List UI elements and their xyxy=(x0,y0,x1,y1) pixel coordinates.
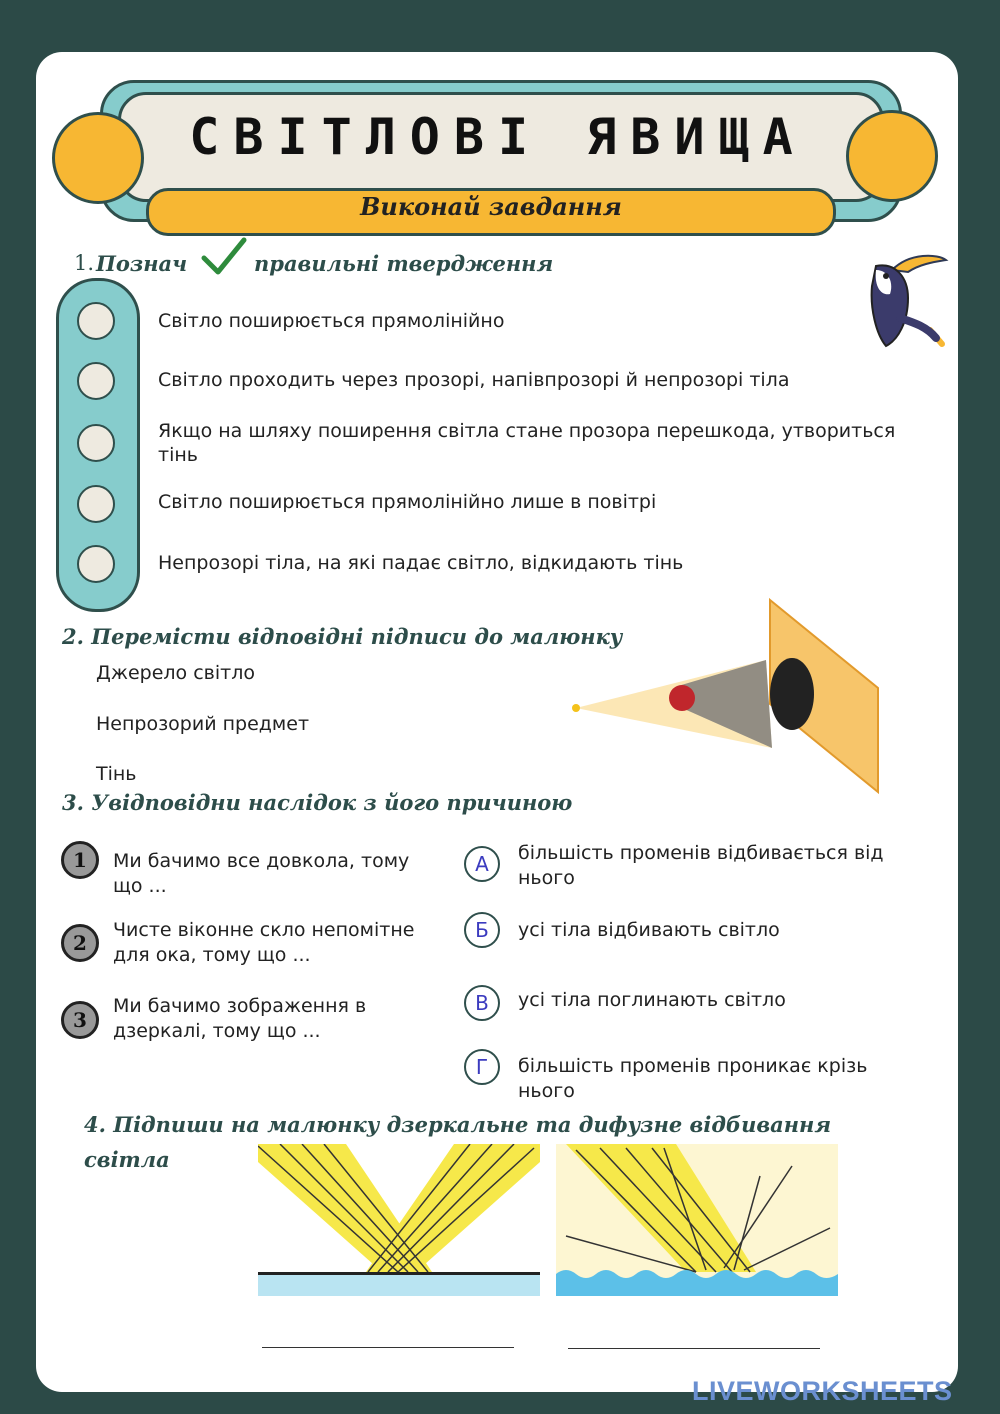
statement-text: Якщо на шляху поширення світла стане прозора перешкода, утвориться тінь xyxy=(158,420,896,466)
answer-line[interactable] xyxy=(568,1348,820,1349)
cause-text: Ми бачимо зображення в дзеркалі, тому що ... xyxy=(113,995,367,1042)
cause-text: Чисте віконне скло непомітне для ока, тому що ... xyxy=(113,919,415,966)
statement-text: Світло проходить через прозорі, напівпрозорі й непрозорі тіла xyxy=(158,369,790,391)
statement-text: Світло поширюється прямолінійно xyxy=(158,310,505,332)
task1-number: 1. xyxy=(74,251,95,275)
checkmark-icon xyxy=(200,236,248,276)
task1-heading-end: правильні твердження xyxy=(254,251,554,276)
cause-number-badge: 1 xyxy=(61,841,99,879)
statement-checkbox[interactable] xyxy=(77,362,115,400)
statement-checkbox[interactable] xyxy=(77,424,115,462)
cause-text: Ми бачимо все довкола, тому що ... xyxy=(113,850,410,897)
answer-text: більшість променів проникає крізь нього xyxy=(518,1055,868,1102)
subtitle: Виконай завдання xyxy=(360,192,622,221)
task4-heading: 4. Підпиши на малюнку дзеркальне та дифузне відбивання світла xyxy=(84,1112,832,1172)
specular-reflection-image xyxy=(258,1144,540,1296)
draggable-label[interactable]: Непрозорий предмет xyxy=(96,713,310,735)
answer-text: більшість променів відбивається від нього xyxy=(518,842,884,889)
answer-text: усі тіла відбивають світло xyxy=(518,919,780,941)
answer-text: усі тіла поглинають світло xyxy=(518,989,786,1011)
answer-line[interactable] xyxy=(262,1347,514,1348)
shadow-diagram xyxy=(566,596,882,796)
light-source xyxy=(572,704,580,712)
task3-heading: 3. Увідповідни наслідок з його причиною xyxy=(62,790,573,815)
diffuse-reflection-image xyxy=(556,1144,838,1296)
answer-letter-badge[interactable]: А xyxy=(464,846,500,882)
statement-checkbox[interactable] xyxy=(77,302,115,340)
statement-checkbox[interactable] xyxy=(77,485,115,523)
cause-number-badge: 2 xyxy=(61,924,99,962)
answer-letter-badge[interactable]: Б xyxy=(464,912,500,948)
task2-heading: 2. Перемісти відповідні підписи до малюнку xyxy=(62,624,623,649)
answer-letter-badge[interactable]: В xyxy=(464,985,500,1021)
task1-heading-start: Познач xyxy=(96,251,188,276)
statement-text: Непрозорі тіла, на які падає світло, відкидають тінь xyxy=(158,552,684,574)
opaque-object xyxy=(669,685,695,711)
toucan-icon xyxy=(846,248,950,350)
statement-checkbox[interactable] xyxy=(77,545,115,583)
draggable-label[interactable]: Тінь xyxy=(96,763,137,785)
statement-text: Світло поширюється прямолінійно лише в повітрі xyxy=(158,491,657,513)
answer-letter-badge[interactable]: Г xyxy=(464,1049,500,1085)
cause-number-badge: 3 xyxy=(61,1001,99,1039)
liveworksheets-logo: LIVEWORKSHEETS xyxy=(692,1376,953,1406)
page-title: СВІТЛОВІ ЯВИЩА xyxy=(189,108,807,166)
draggable-label[interactable]: Джерело світло xyxy=(96,662,255,684)
